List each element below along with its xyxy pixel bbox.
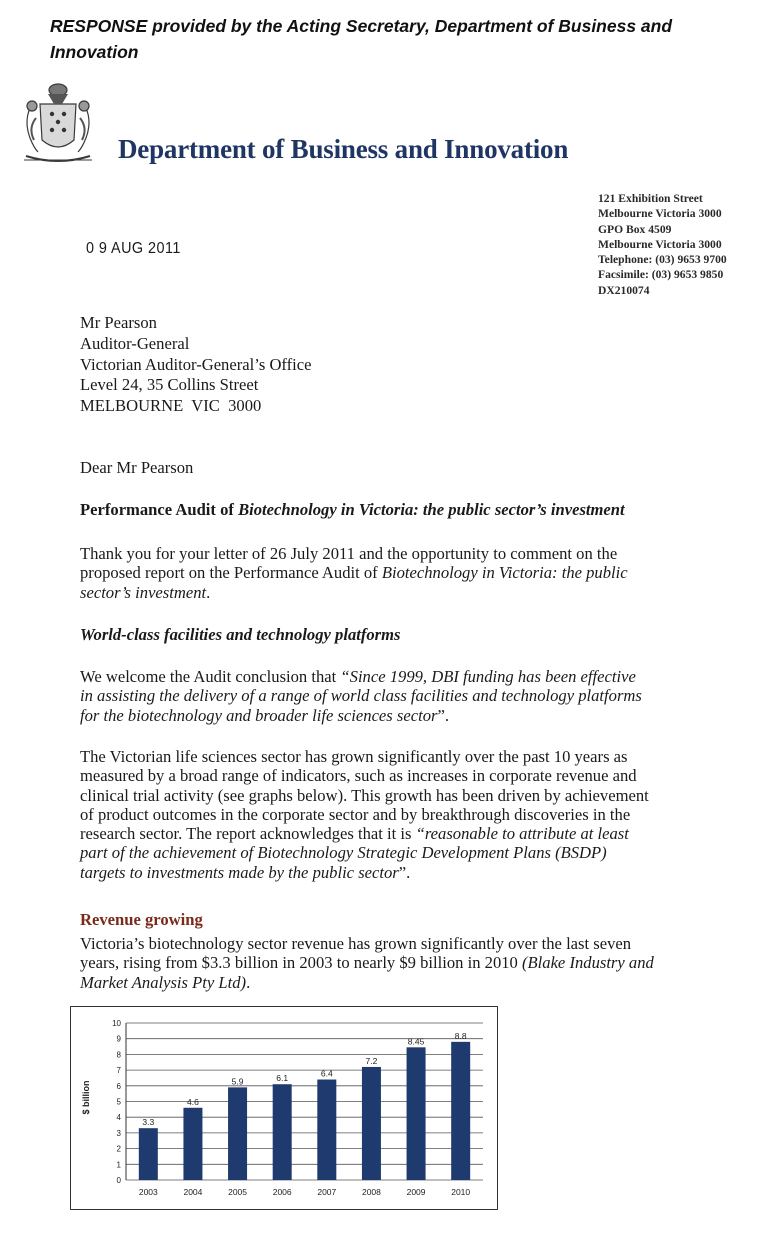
text-span-italic: Market Analysis Pty Ltd) (80, 972, 247, 992)
address-line: Telephone: (03) 9653 9700 (598, 253, 727, 267)
address-line: GPO Box 4509 (598, 222, 672, 236)
x-tick-label: 2006 (272, 1187, 292, 1197)
y-tick-label: 8 (116, 1050, 121, 1060)
y-axis-label: $ billion (81, 1080, 91, 1115)
text-line (80, 973, 720, 992)
data-label: 8.8 (454, 1030, 467, 1041)
text-line (80, 686, 720, 705)
address-line: Facsimile: (03) 9653 9850 (598, 268, 724, 282)
text-line (80, 583, 720, 602)
y-tick-label: 3 (116, 1128, 121, 1138)
y-tick-label: 2 (116, 1144, 121, 1154)
bar-2008 (362, 1067, 381, 1180)
y-tick-label: 10 (112, 1019, 121, 1028)
text-span-italic: targets to investments made by the public sector (80, 862, 399, 882)
x-tick-label: 2007 (317, 1187, 337, 1197)
bar-2010 (451, 1042, 470, 1180)
bar-2004 (183, 1108, 202, 1180)
x-tick-label: 2009 (406, 1187, 426, 1197)
text-span: ”. (398, 862, 411, 882)
text-span-italic: “reasonable to attribute at least (415, 824, 629, 844)
text-line: Victoria’s biotechnology sector revenue has grown significantly over the last seven (80, 934, 632, 953)
data-label: 8.45 (407, 1036, 425, 1047)
salutation: Dear Mr Pearson (80, 458, 194, 477)
bar-2003 (139, 1128, 158, 1180)
text-span-italic: in assisting the delivery of a range of world class facilities and technology platforms (80, 686, 642, 706)
text-line (80, 706, 720, 725)
data-label: 5.9 (231, 1076, 244, 1087)
revenue-heading: Revenue growing (80, 910, 203, 929)
text-line: measured by a broad range of indicators, such as increases in corporate revenue and (80, 766, 637, 786)
text-line (80, 667, 720, 686)
text-line: Thank you for your letter of 26 July 2011 and the opportunity to comment on the (80, 544, 618, 563)
text-span-italic: part of the achievement of Biotechnology Strategic Development Plans (BSDP) (80, 843, 607, 863)
text-span: . (206, 582, 211, 602)
bar-2005 (228, 1087, 247, 1180)
subject-line (80, 500, 625, 520)
text-span: ”. (437, 705, 449, 725)
text-span-italic: for the biotechnology and broader life sciences sector (80, 705, 438, 725)
revenue-bar-chart (71, 1007, 496, 1208)
recipient-line: Victorian Auditor-General’s Office (80, 354, 312, 374)
address-block (598, 191, 727, 298)
data-label: 3.3 (142, 1117, 155, 1128)
text-line (80, 824, 720, 843)
recipient-line: Auditor-General (80, 333, 190, 353)
address-line: 121 Exhibition Street (598, 192, 703, 205)
text-span: . (246, 972, 251, 992)
department-name: Department of Business and Innovation (118, 134, 569, 164)
section-heading: World-class facilities and technology platforms (80, 625, 401, 644)
welcome-paragraph (80, 667, 720, 725)
bar-2007 (317, 1080, 336, 1180)
y-tick-label: 4 (116, 1113, 121, 1123)
text-span: research sector. The report acknowledges that it is (80, 824, 416, 844)
victoria-coat-of-arms (18, 78, 98, 170)
data-label: 6.1 (276, 1073, 289, 1084)
intro-paragraph (80, 544, 720, 602)
x-tick-label: 2005 (228, 1187, 248, 1197)
revenue-paragraph (80, 934, 720, 992)
text-line (80, 953, 720, 972)
text-span: We welcome the Audit conclusion that (80, 667, 341, 686)
text-span-italic: “Since 1999, DBI funding has been effective (340, 667, 636, 686)
revenue-chart-frame (70, 1006, 498, 1210)
y-tick-label: 5 (116, 1097, 121, 1107)
x-tick-label: 2004 (183, 1187, 203, 1197)
y-tick-label: 9 (116, 1034, 121, 1044)
text-line (80, 843, 720, 862)
text-line (80, 563, 720, 582)
recipient-address (80, 313, 312, 417)
text-line: of product outcomes in the corporate sector and by breakthrough discoveries in the (80, 804, 631, 824)
date-stamp: 0 9 AUG 2011 (86, 240, 181, 257)
data-label: 4.6 (187, 1096, 199, 1107)
address-line: DX210074 (598, 283, 650, 297)
text-span-italic: Biotechnology in Victoria: the public (381, 563, 628, 583)
bar-2009 (407, 1047, 426, 1180)
y-tick-label: 0 (116, 1176, 121, 1185)
recipient-line: MELBOURNE VIC 3000 (80, 396, 262, 416)
growth-paragraph (80, 747, 720, 882)
data-label: 6.4 (320, 1068, 333, 1079)
text-span-italic: (Blake Industry and (522, 953, 654, 973)
address-line: Melbourne Victoria 3000 (598, 237, 722, 251)
subject-prefix: Performance Audit of (80, 500, 239, 519)
text-span: years, rising from $3.3 billion in 2003 to nearly $9 billion in 2010 (80, 953, 522, 973)
x-tick-label: 2010 (451, 1187, 471, 1197)
text-line (80, 863, 720, 882)
x-tick-label: 2003 (138, 1187, 158, 1197)
recipient-line: Level 24, 35 Collins Street (80, 375, 259, 395)
subject-title: Biotechnology in Victoria: the public sector’s investment (238, 500, 625, 519)
address-line: Melbourne Victoria 3000 (598, 207, 722, 221)
bar-2006 (273, 1084, 292, 1180)
text-line: clinical trial activity (see graphs below). This growth has been driven by achievement (80, 785, 649, 805)
text-span: proposed report on the Performance Audit of (80, 563, 382, 583)
x-tick-label: 2008 (361, 1187, 381, 1197)
text-line: The Victorian life sciences sector has grown significantly over the past 10 years as (80, 747, 628, 766)
response-banner: RESPONSE provided by the Acting Secretary, Department of Business and Innovation (50, 16, 673, 62)
recipient-line: Mr Pearson (80, 313, 157, 332)
y-tick-label: 1 (116, 1160, 121, 1170)
y-tick-label: 7 (116, 1066, 121, 1076)
text-span-italic: sector’s investment (80, 582, 207, 602)
data-label: 7.2 (365, 1055, 378, 1066)
y-tick-label: 6 (116, 1081, 121, 1091)
